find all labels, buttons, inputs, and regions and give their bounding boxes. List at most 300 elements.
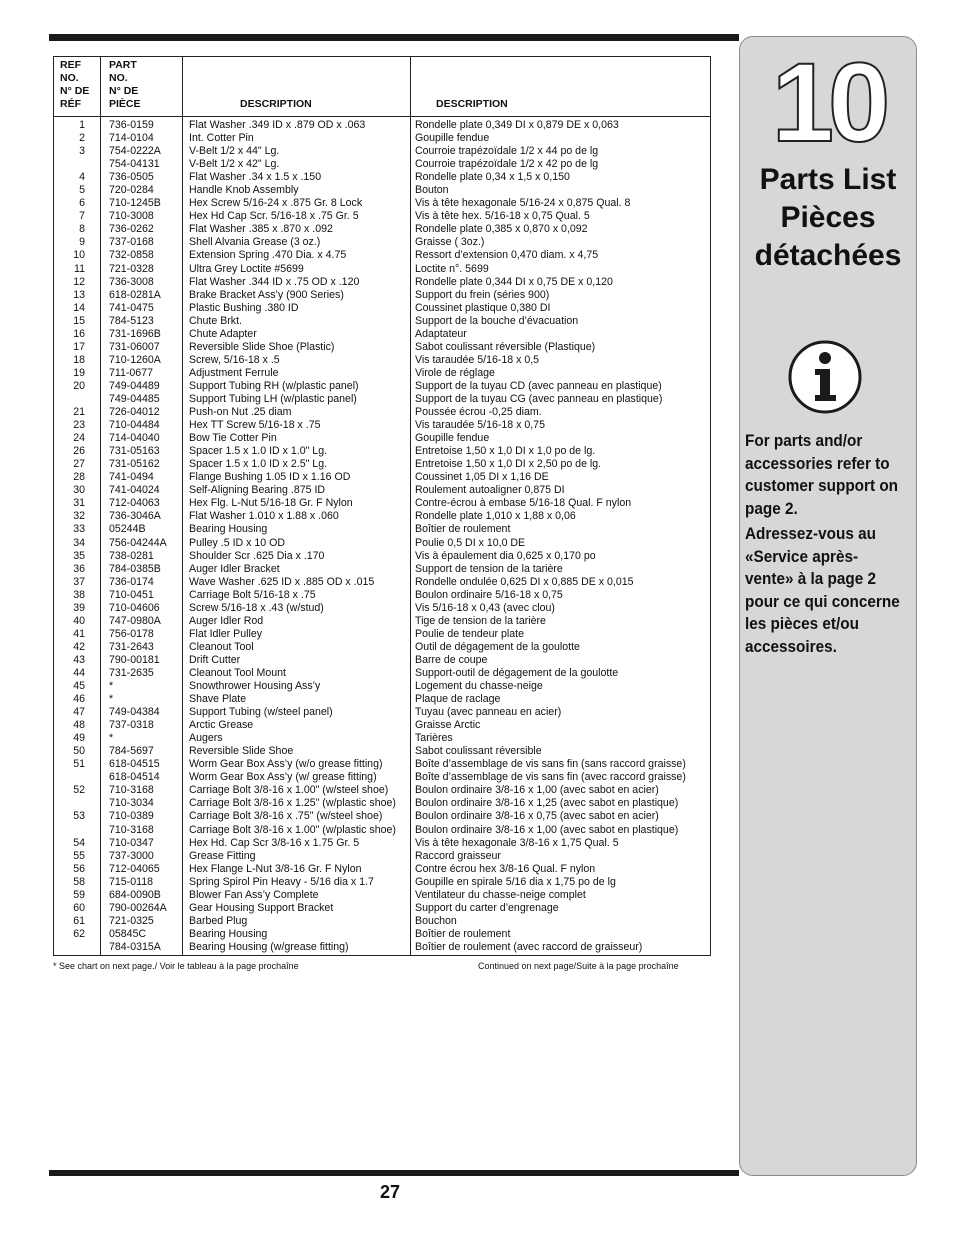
table-row <box>54 523 710 536</box>
ref-number: 28 <box>73 471 85 484</box>
table-row <box>54 236 710 249</box>
part-number: 710-3168 <box>109 823 154 836</box>
description-fr: Raccord graisseur <box>415 849 501 862</box>
description-en: Self-Aligning Bearing .875 ID <box>189 484 326 497</box>
table-row <box>54 393 710 406</box>
description-fr: Graisse ( 3oz.) <box>415 236 485 249</box>
part-number: 618-04514 <box>109 771 160 784</box>
ref-number: 53 <box>73 810 85 823</box>
table-row <box>54 367 710 380</box>
description-en: Wave Washer .625 ID x .885 OD x .015 <box>189 575 375 588</box>
description-fr: Loctite n°. 5699 <box>415 262 489 275</box>
part-number: 731-06007 <box>109 340 160 353</box>
table-row <box>54 667 710 680</box>
description-fr: Boulon ordinaire 3/8-16 x 0,75 (avec sabot en acier) <box>415 810 659 823</box>
description-en: Snowthrower Housing Ass’y <box>189 680 321 693</box>
description-fr: Entretoise 1,50 x 1,0 DI x 1,0 po de lg. <box>415 445 596 458</box>
description-en: Flat Idler Pulley <box>189 627 263 640</box>
description-fr: Ventilateur du chasse-neige complet <box>415 888 586 901</box>
description-fr: Rondelle plate 1,010 x 1,88 x 0,06 <box>415 510 576 523</box>
part-number: * <box>109 693 114 706</box>
description-en: V-Belt 1/2 x 42" Lg. <box>189 158 280 171</box>
description-en: Worm Gear Box Ass’y (w/ grease fitting) <box>189 771 377 784</box>
description-en: Ultra Grey Loctite #5699 <box>189 262 304 275</box>
description-fr: Boîtier de roulement (avec raccord de graisseur) <box>415 940 643 953</box>
header-ref-line: N° DE <box>60 85 90 97</box>
ref-number: 42 <box>73 640 85 653</box>
part-number: 737-0168 <box>109 236 154 249</box>
part-number: 736-3008 <box>109 275 154 288</box>
part-number: 784-0385B <box>109 562 161 575</box>
table-row <box>54 497 710 510</box>
ref-number: 2 <box>79 132 85 145</box>
table-row <box>54 628 710 641</box>
ref-number: 9 <box>79 236 85 249</box>
part-number: 738-0281 <box>109 549 154 562</box>
part-number: 747-0980A <box>109 614 161 627</box>
ref-number: 30 <box>73 484 85 497</box>
part-number: 737-0318 <box>109 719 154 732</box>
table-row <box>54 276 710 289</box>
ref-number: 6 <box>79 197 85 210</box>
description-en: Auger Idler Bracket <box>189 562 280 575</box>
ref-number: 4 <box>79 171 85 184</box>
description-fr: Bouton <box>415 184 449 197</box>
description-en: Cleanout Tool Mount <box>189 666 286 679</box>
header-part-line: NO. <box>109 72 128 84</box>
part-number: 754-0222A <box>109 145 161 158</box>
part-number: 710-1245B <box>109 197 161 210</box>
part-number: 712-04063 <box>109 497 160 510</box>
ref-number: 38 <box>73 588 85 601</box>
header-part-no <box>109 59 141 111</box>
table-row <box>54 550 710 563</box>
section-title-line: Parts List <box>759 163 897 196</box>
description-en: Pulley .5 ID x 10 OD <box>189 536 285 549</box>
description-fr: Plaque de raclage <box>415 693 501 706</box>
ref-number: 17 <box>73 340 85 353</box>
ref-number: 61 <box>73 914 85 927</box>
table-row <box>54 341 710 354</box>
part-number: 754-04131 <box>109 158 160 171</box>
section-title-line: Pièces <box>780 201 876 234</box>
part-number: 732-0858 <box>109 249 154 262</box>
part-number: 736-0174 <box>109 575 154 588</box>
part-number: 618-0281A <box>109 288 161 301</box>
description-fr: Vis 5/16-18 x 0,43 (avec clou) <box>415 601 555 614</box>
ref-number: 46 <box>73 693 85 706</box>
description-en: Spring Spirol Pin Heavy - 5/16 dia x 1.7 <box>189 875 374 888</box>
description-fr: Logement du chasse-neige <box>415 680 543 693</box>
table-row <box>54 745 710 758</box>
description-fr: Support du frein (séries 900) <box>415 288 550 301</box>
description-fr: Rondelle ondulée 0,625 DI x 0,885 DE x 0,015 <box>415 575 634 588</box>
part-number: 731-2643 <box>109 640 154 653</box>
description-en: Flat Washer .349 ID x .879 OD x .063 <box>189 119 366 131</box>
part-number: 741-0494 <box>109 471 154 484</box>
table-row <box>54 615 710 628</box>
parts-table <box>53 56 711 956</box>
ref-number: 13 <box>73 288 85 301</box>
table-row <box>54 432 710 445</box>
ref-number: 15 <box>73 314 85 327</box>
description-fr: Poulie 0,5 DI x 10,0 DE <box>415 536 526 549</box>
description-en: Hex Flg. L-Nut 5/16-18 Gr. F Nylon <box>189 497 353 510</box>
description-en: Carriage Bolt 3/8-16 x .75" (w/steel shoe) <box>189 810 383 823</box>
part-number: 721-0325 <box>109 914 154 927</box>
part-number: 749-04384 <box>109 706 160 719</box>
description-fr: Ressort d’extension 0,470 diam. x 4,75 <box>415 249 599 262</box>
ref-number: 47 <box>73 706 85 719</box>
footnote-continued: Continued on next page/Suite à la page prochaîne <box>478 961 679 971</box>
part-number: 710-0347 <box>109 836 154 849</box>
part-number: 715-0118 <box>109 875 153 888</box>
part-number: 710-0451 <box>109 588 154 601</box>
ref-number: 3 <box>79 145 85 158</box>
description-fr: Boîtier de roulement <box>415 523 511 536</box>
ref-number: 5 <box>79 184 85 197</box>
table-row <box>54 602 710 615</box>
header-description-en: DESCRIPTION <box>240 98 312 110</box>
description-en: Extension Spring .470 Dia. x 4.75 <box>189 249 347 262</box>
description-fr: Barre de coupe <box>415 653 488 666</box>
part-number: 749-04485 <box>109 392 160 405</box>
description-en: Screw, 5/16-18 x .5 <box>189 353 280 366</box>
part-number: * <box>109 732 114 745</box>
part-number: 731-05162 <box>109 458 160 471</box>
header-ref-line: REF <box>60 59 81 71</box>
header-part-line: PART <box>109 59 137 71</box>
ref-number: 12 <box>73 275 85 288</box>
description-en: Grease Fitting <box>189 849 256 862</box>
ref-number: 62 <box>73 927 85 940</box>
table-row <box>54 510 710 523</box>
ref-number: 21 <box>73 406 85 419</box>
description-en: Spacer 1.5 x 1.0 ID x 2.5" Lg. <box>189 458 328 471</box>
description-fr: Rondelle plate 0,344 DI x 0,75 DE x 0,120 <box>415 275 613 288</box>
part-number: 756-0178 <box>109 627 154 640</box>
description-en: Barbed Plug <box>189 914 248 927</box>
table-row <box>54 445 710 458</box>
ref-number: 40 <box>73 614 85 627</box>
part-number: 710-04484 <box>109 419 160 432</box>
description-fr: Sabot coulissant réversible <box>415 745 542 758</box>
description-en: Bearing Housing <box>189 523 268 536</box>
description-fr: Vis taraudée 5/16-18 x 0,75 <box>415 419 545 432</box>
ref-number: 37 <box>73 575 85 588</box>
description-fr: Boulon ordinaire 3/8-16 x 1,00 (avec sabot en acier) <box>415 784 659 797</box>
description-fr: Virole de réglage <box>415 366 495 379</box>
description-en: Hex Hd. Cap Scr 3/8-16 x 1.75 Gr. 5 <box>189 836 360 849</box>
description-fr: Adaptateur <box>415 327 467 340</box>
description-fr: Rondelle plate 0,34 x 1,5 x 0,150 <box>415 171 570 184</box>
part-number: 741-04024 <box>109 484 160 497</box>
table-row <box>54 824 710 837</box>
table-row <box>54 328 710 341</box>
table-row <box>54 380 710 393</box>
table-row <box>54 706 710 719</box>
table-row <box>54 928 710 941</box>
table-row <box>54 797 710 810</box>
ref-number: 50 <box>73 745 85 758</box>
description-fr: Graisse Arctic <box>415 719 481 732</box>
description-en: Spacer 1.5 x 1.0 ID x 1.0" Lg. <box>189 445 328 458</box>
description-en: Arctic Grease <box>189 719 254 732</box>
description-en: Drift Cutter <box>189 653 241 666</box>
description-fr: Vis à tête hex. 5/16-18 x 0,75 Qual. 5 <box>415 210 590 223</box>
description-fr: Goupille fendue <box>415 132 490 145</box>
description-en: Brake Bracket Ass’y (900 Series) <box>189 288 344 301</box>
description-fr: Sabot coulissant réversible (Plastique) <box>415 340 596 353</box>
description-fr: Support de tension de la tarière <box>415 562 563 575</box>
info-icon <box>787 339 863 415</box>
description-en: Gear Housing Support Bracket <box>189 901 334 914</box>
ref-number: 45 <box>73 680 85 693</box>
part-number: 736-0159 <box>109 119 154 131</box>
ref-number: 56 <box>73 862 85 875</box>
description-en: Handle Knob Assembly <box>189 184 299 197</box>
table-row <box>54 850 710 863</box>
description-en: Adjustment Ferrule <box>189 366 279 379</box>
part-number: 710-1260A <box>109 353 161 366</box>
section-title-line: détachées <box>754 239 902 272</box>
description-en: Hex Hd Cap Scr. 5/16-18 x .75 Gr. 5 <box>189 210 359 223</box>
part-number: 731-05163 <box>109 445 160 458</box>
table-row <box>54 941 710 954</box>
description-en: Cleanout Tool <box>189 640 254 653</box>
table-row <box>54 563 710 576</box>
ref-number: 55 <box>73 849 85 862</box>
description-en: Auger Idler Rod <box>189 614 264 627</box>
description-fr: Vis taraudée 5/16-18 x 0,5 <box>415 353 540 366</box>
table-row <box>54 863 710 876</box>
chapter-number: 10 <box>771 40 885 165</box>
header-description-fr: DESCRIPTION <box>436 98 508 110</box>
description-en: Shell Alvania Grease (3 oz.) <box>189 236 321 249</box>
ref-number: 24 <box>73 432 85 445</box>
table-row <box>54 771 710 784</box>
table-row <box>54 302 710 315</box>
part-number: 784-5123 <box>109 314 154 327</box>
description-fr: Boulon ordinaire 3/8-16 x 1,25 (avec sabot en plastique) <box>415 797 679 810</box>
footnote-see-chart: * See chart on next page./ Voir le tableau à la page prochaîne <box>53 961 299 971</box>
table-row <box>54 197 710 210</box>
table-row <box>54 641 710 654</box>
description-fr: Contre écrou hex 3/8-16 Qual. F nylon <box>415 862 596 875</box>
description-fr: Boîte d’assemblage de vis sans fin (avec raccord graisse) <box>415 771 686 784</box>
description-fr: Support de la tuyau CD (avec panneau en plastique) <box>415 379 662 392</box>
table-row <box>54 758 710 771</box>
top-rule <box>49 34 739 41</box>
ref-number: 41 <box>73 627 85 640</box>
table-row <box>54 915 710 928</box>
description-en: Plastic Bushing .380 ID <box>189 301 299 314</box>
description-fr: Support de la tuyau CG (avec panneau en plastique) <box>415 392 663 405</box>
part-number: 710-3008 <box>109 210 154 223</box>
ref-number: 20 <box>73 379 85 392</box>
table-row <box>54 132 710 145</box>
description-fr: Boîtier de roulement <box>415 927 511 940</box>
table-row <box>54 354 710 367</box>
ref-number: 52 <box>73 784 85 797</box>
description-en: Flat Washer .344 ID x .75 OD x .120 <box>189 275 360 288</box>
description-fr: Courroie trapézoïdale 1/2 x 44 po de lg <box>415 145 599 158</box>
description-fr: Boîte d’assemblage de vis sans fin (sans raccord graisse) <box>415 758 686 771</box>
table-row <box>54 889 710 902</box>
description-en: Bearing Housing <box>189 927 268 940</box>
table-row <box>54 810 710 823</box>
description-en: Hex Screw 5/16-24 x .875 Gr. 8 Lock <box>189 197 363 210</box>
description-fr: Boulon ordinaire 5/16-18 x 0,75 <box>415 588 563 601</box>
parts-rows <box>54 119 710 954</box>
header-part-line: PIÈCE <box>109 98 141 110</box>
part-number: 736-3046A <box>109 510 161 523</box>
part-number: 749-04489 <box>109 379 160 392</box>
description-fr: Boulon ordinaire 3/8-16 x 1,00 (avec sabot en plastique) <box>415 823 679 836</box>
table-row <box>54 732 710 745</box>
table-row <box>54 315 710 328</box>
part-number: 731-1696B <box>109 327 161 340</box>
description-en: Push-on Nut .25 diam <box>189 406 292 419</box>
table-row <box>54 419 710 432</box>
ref-number: 34 <box>73 536 85 549</box>
table-row <box>54 589 710 602</box>
ref-number: 35 <box>73 549 85 562</box>
description-en: Chute Adapter <box>189 327 257 340</box>
description-en: Shave Plate <box>189 693 247 706</box>
ref-number: 43 <box>73 653 85 666</box>
part-number: 714-0104 <box>109 132 154 145</box>
support-note-fr: Adressez-vous au «Service après-vente» à la page 2 pour ce qui concerne les pièces et/ou accessoires. <box>745 524 900 656</box>
ref-number: 58 <box>73 875 85 888</box>
ref-number: 18 <box>73 353 85 366</box>
part-number: 790-00181 <box>109 653 160 666</box>
section-title <box>740 161 916 275</box>
table-row <box>54 654 710 667</box>
description-en: Flat Washer .34 x 1.5 x .150 <box>189 171 322 184</box>
part-number: 710-04606 <box>109 601 160 614</box>
table-row <box>54 158 710 171</box>
description-fr: Outil de dégagement de la goulotte <box>415 640 580 653</box>
part-number: 736-0262 <box>109 223 154 236</box>
description-en: Flat Washer .385 x .870 x .092 <box>189 223 333 236</box>
description-en: Reversible Slide Shoe <box>189 745 294 758</box>
description-en: Carriage Bolt 3/8-16 x 1.00" (w/plastic shoe) <box>189 823 396 836</box>
description-fr: Entretoise 1,50 x 1,0 DI x 2,50 po de lg. <box>415 458 602 471</box>
ref-number: 31 <box>73 497 85 510</box>
table-row <box>54 471 710 484</box>
ref-number: 7 <box>79 210 85 223</box>
description-fr: Tuyau (avec panneau en acier) <box>415 706 562 719</box>
table-row <box>54 458 710 471</box>
table-row <box>54 223 710 236</box>
part-number: 05244B <box>109 523 146 536</box>
description-en: Augers <box>189 732 223 745</box>
description-en: Screw 5/16-18 x .43 (w/stud) <box>189 601 324 614</box>
ref-number: 51 <box>73 758 85 771</box>
table-row <box>54 537 710 550</box>
description-en: Support Tubing LH (w/plastic panel) <box>189 392 357 405</box>
part-number: 710-0389 <box>109 810 154 823</box>
header-divider <box>54 116 710 117</box>
part-number: 710-3168 <box>109 784 154 797</box>
ref-number: 19 <box>73 366 85 379</box>
part-number: 731-2635 <box>109 666 154 679</box>
description-fr: Tige de tension de la tarière <box>415 614 546 627</box>
part-number: 714-04040 <box>109 432 160 445</box>
description-en: Shoulder Scr .625 Dia x .170 <box>189 549 325 562</box>
part-number: 784-5697 <box>109 745 154 758</box>
part-number: 711-0677 <box>109 366 153 379</box>
ref-number: 16 <box>73 327 85 340</box>
description-fr: Support de la bouche d’évacuation <box>415 314 579 327</box>
description-en: Support Tubing (w/steel panel) <box>189 706 333 719</box>
table-row <box>54 249 710 262</box>
description-fr: Goupille en spirale 5/16 dia x 1,75 po de lg <box>415 875 616 888</box>
description-en: Support Tubing RH (w/plastic panel) <box>189 379 359 392</box>
part-number: 712-04065 <box>109 862 160 875</box>
part-number: 05845C <box>109 927 147 940</box>
description-fr: Support-outil de dégagement de la goulotte <box>415 666 619 679</box>
part-number: 736-0505 <box>109 171 154 184</box>
description-fr: Coussinet plastique 0,380 DI <box>415 301 551 314</box>
part-number: 721-0328 <box>109 262 154 275</box>
ref-number: 26 <box>73 445 85 458</box>
part-number: * <box>109 680 114 693</box>
table-row <box>54 902 710 915</box>
ref-number: 60 <box>73 901 85 914</box>
table-row <box>54 406 710 419</box>
description-en: Reversible Slide Shoe (Plastic) <box>189 340 335 353</box>
table-row <box>54 719 710 732</box>
ref-number: 8 <box>79 223 85 236</box>
ref-number: 36 <box>73 562 85 575</box>
description-fr: Rondelle plate 0,349 DI x 0,879 DE x 0,063 <box>415 119 619 131</box>
ref-number: 1 <box>79 119 85 131</box>
header-part-line: N° DE <box>109 85 139 97</box>
part-number: 737-3000 <box>109 849 154 862</box>
header-ref-no <box>60 59 89 111</box>
description-fr: Goupille fendue <box>415 432 490 445</box>
part-number: 790-00264A <box>109 901 167 914</box>
description-fr: Roulement autoaligner 0,875 DI <box>415 484 565 497</box>
side-panel <box>739 36 917 1176</box>
ref-number: 33 <box>73 523 85 536</box>
description-en: Hex TT Screw 5/16-18 x .75 <box>189 419 321 432</box>
part-number: 784-0315A <box>109 940 161 953</box>
ref-number: 54 <box>73 836 85 849</box>
description-fr: Vis à épaulement dia 0,625 x 0,170 po <box>415 549 596 562</box>
part-number: 618-04515 <box>109 758 160 771</box>
ref-number: 32 <box>73 510 85 523</box>
part-number: 741-0475 <box>109 301 154 314</box>
description-en: Carriage Bolt 3/8-16 x 1.00" (w/steel shoe) <box>189 784 389 797</box>
ref-number: 11 <box>74 262 85 275</box>
table-row <box>54 119 710 132</box>
header-ref-line: NO. <box>60 72 79 84</box>
ref-number: 59 <box>73 888 85 901</box>
description-fr: Vis à tête hexagonale 5/16-24 x 0,875 Qual. 8 <box>415 197 631 210</box>
table-row <box>54 171 710 184</box>
table-row <box>54 576 710 589</box>
table-row <box>54 263 710 276</box>
ref-number: 10 <box>73 249 85 262</box>
part-number: 684-0090B <box>109 888 161 901</box>
part-number: 726-04012 <box>109 406 160 419</box>
description-en: Blower Fan Ass’y Complete <box>189 888 319 901</box>
table-row <box>54 876 710 889</box>
table-row <box>54 484 710 497</box>
